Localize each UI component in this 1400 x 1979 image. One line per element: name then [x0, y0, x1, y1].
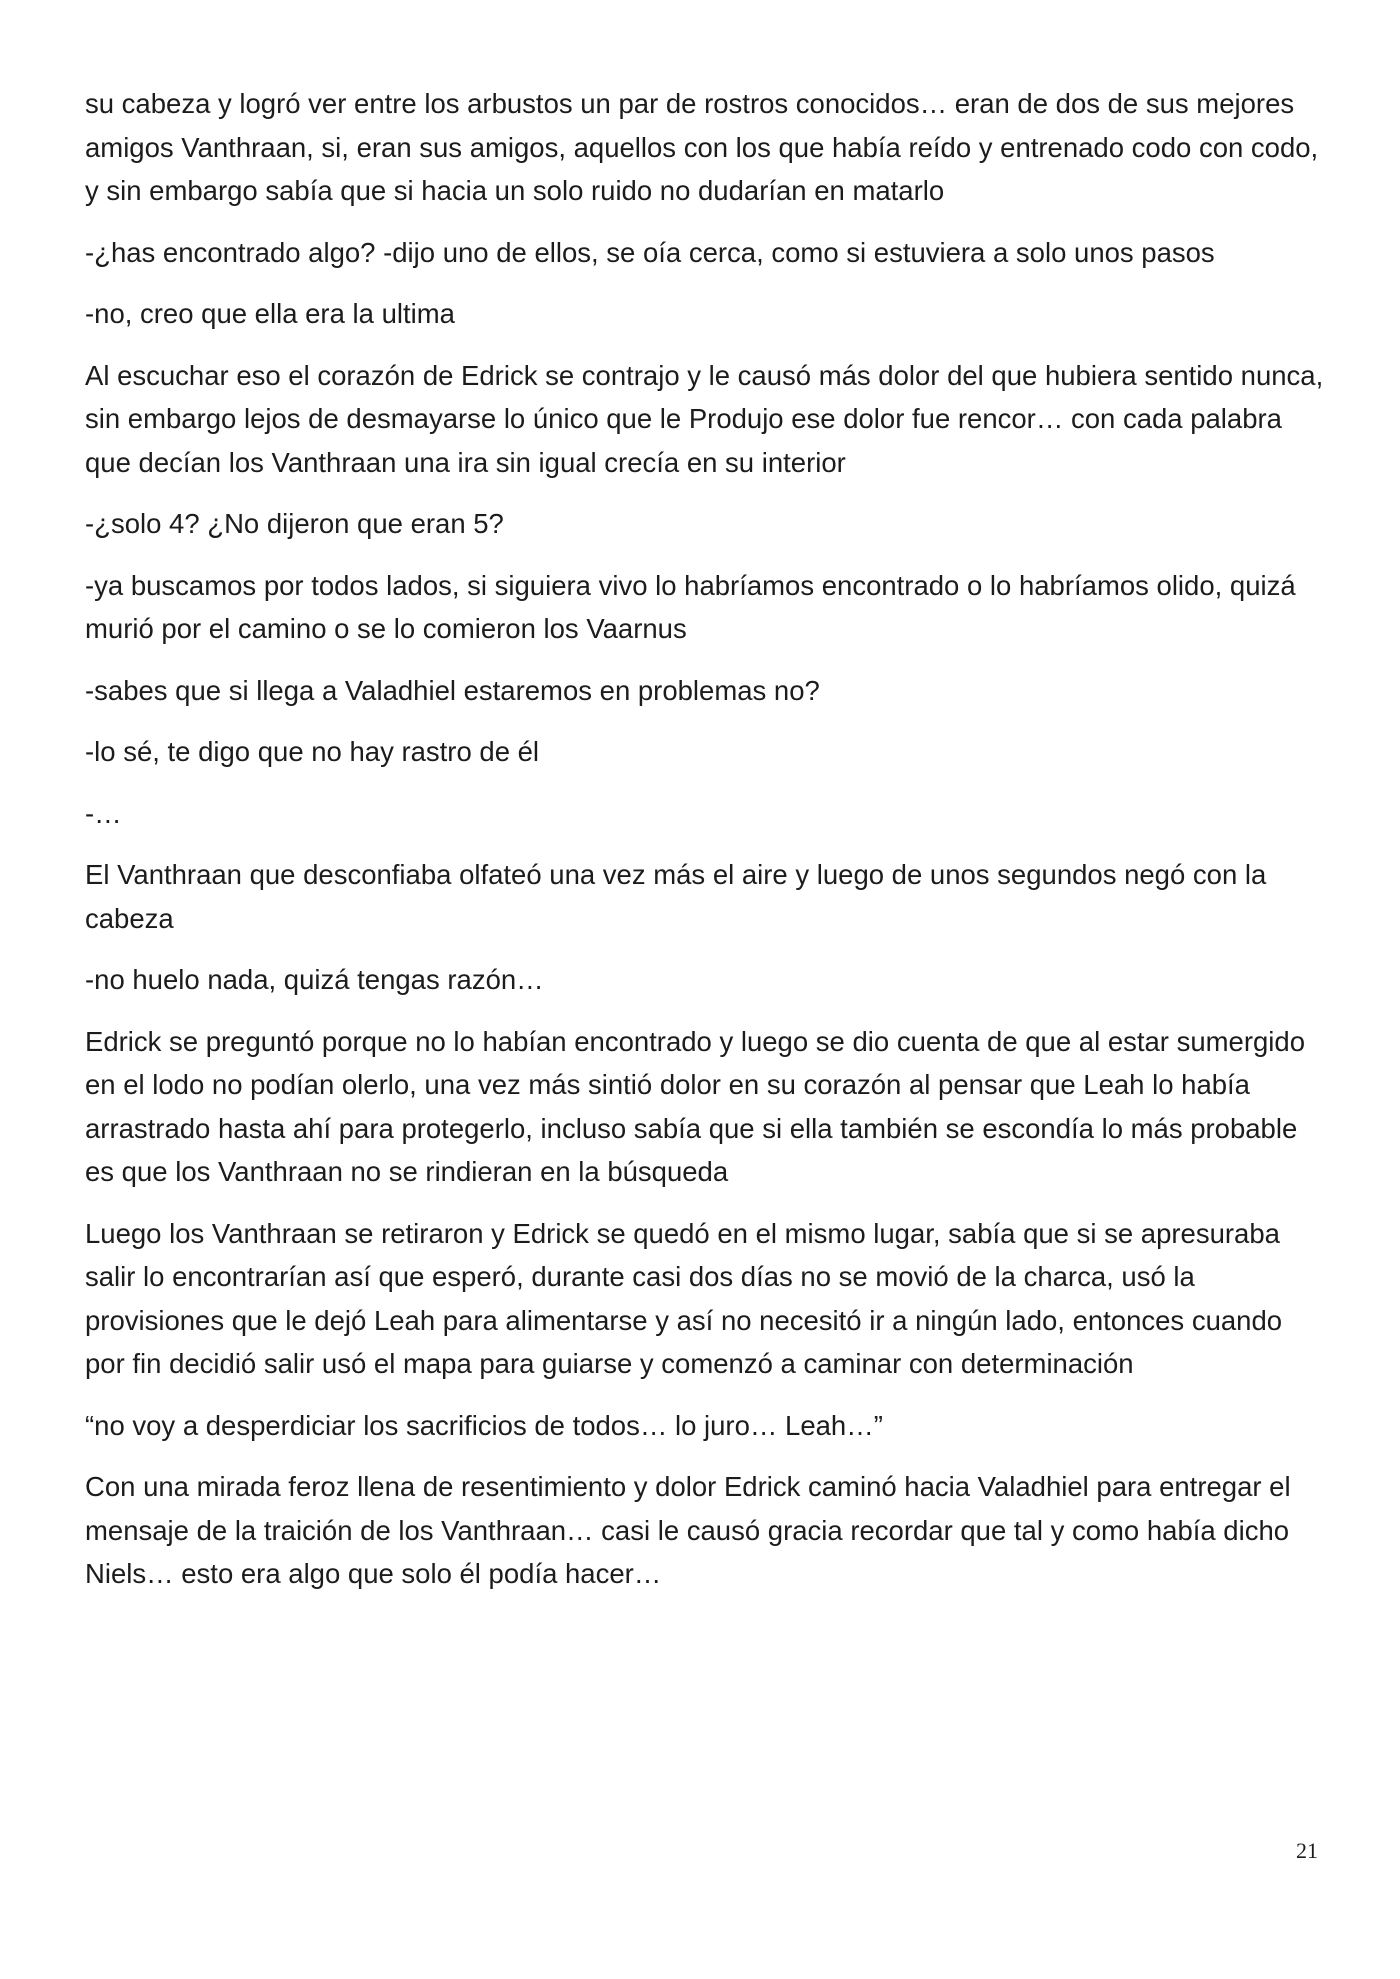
paragraph: Al escuchar eso el corazón de Edrick se contrajo y le causó más dolor del que hubiera sentido nunca, sin embargo lejos de desmayarse lo único que le Produjo ese dolor fue rencor… con cada palabra que decían los Vanthraan una ira sin igual crecía en su interior	[85, 359, 1324, 478]
body-text	[85, 82, 1325, 1614]
paragraph: El Vanthraan que desconfiaba olfateó una vez más el aire y luego de unos segundos negó con la cabeza	[85, 859, 1267, 934]
paragraph: Luego los Vanthraan se retiraron y Edrick se quedó en el mismo lugar, sabía que si se apresuraba salir lo encontrarían así que esperó, durante casi dos días no se movió de la charca, usó la provisiones que le dejó Leah para alimentarse y así no necesitó ir a ningún lado, entonces cuando por fin decidió salir usó el mapa para guiarse y comenzó a caminar con determinación	[85, 1217, 1283, 1379]
paragraph: Con una mirada feroz llena de resentimiento y dolor Edrick caminó hacia Valadhiel para entregar el mensaje de la traición de los Vanthraan… casi le causó gracia recordar que tal y como había dicho Niels… esto era algo que solo él podía hacer…	[85, 1471, 1291, 1589]
paragraph: su cabeza y logró ver entre los arbustos un par de rostros conocidos… eran de dos de sus mejores amigos Vanthraan, si, eran sus amigos, aquellos con los que había reído y entrenado codo con codo, y sin embargo sabía que si hacia un solo ruido no dudarían en matarlo	[85, 88, 1319, 206]
paragraph: -¿solo 4? ¿No dijeron que eran 5?	[85, 508, 504, 539]
page-number: 21	[1296, 1838, 1318, 1863]
paragraph: “no voy a desperdiciar los sacrificios de todos… lo juro… Leah…”	[85, 1409, 883, 1441]
paragraph: -sabes que si llega a Valadhiel estaremos en problemas no?	[85, 674, 820, 706]
paragraph: Edrick se preguntó porque no lo habían encontrado y luego se dio cuenta de que al estar sumergido en el lodo no podían olerlo, una vez más sintió dolor en su corazón al pensar que Leah lo había arrastrado hasta ahí para protegerlo, incluso sabía que si ella también se escondía lo más probable es que los Vanthraan no se rindieran en la búsqueda	[85, 1025, 1305, 1187]
paragraph: -…	[85, 797, 122, 829]
paragraph: -lo sé, te digo que no hay rastro de él	[85, 736, 540, 767]
paragraph: -no huelo nada, quizá tengas razón…	[85, 964, 544, 995]
paragraph: -ya buscamos por todos lados, si siguiera vivo lo habríamos encontrado o lo habríamos olido, quizá murió por el camino o se lo comieron los Vaarnus	[85, 569, 1296, 644]
paragraph: -no, creo que ella era la ultima	[85, 298, 455, 329]
paragraph: -¿has encontrado algo? -dijo uno de ellos, se oía cerca, como si estuviera a solo unos pasos	[85, 236, 1215, 268]
